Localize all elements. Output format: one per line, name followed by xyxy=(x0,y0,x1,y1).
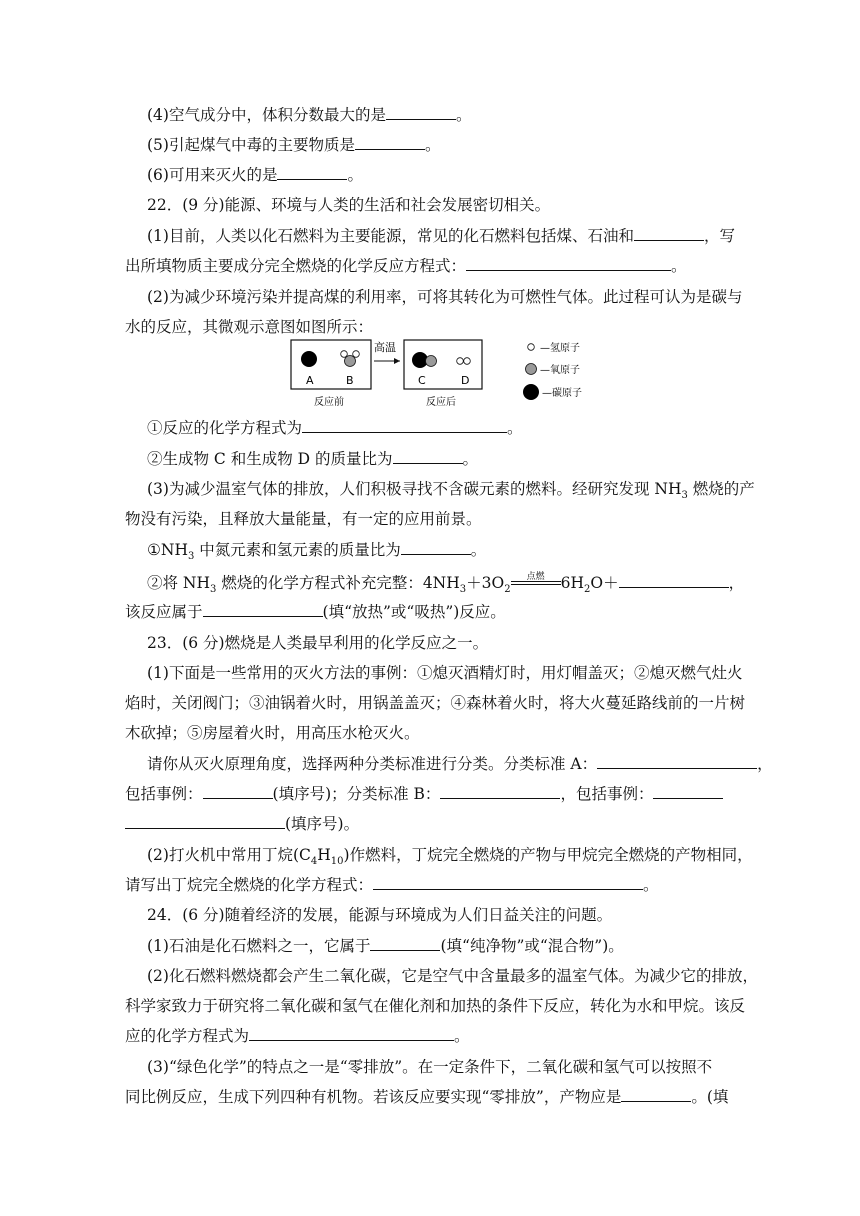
hydrogen-atom-icon xyxy=(464,358,471,365)
q23-part2-line1: (2)打火机中常用丁烷$(C_4H_{10})$作燃料，丁烷完全燃烧的产物与甲烷完全燃烧的产物相同， xyxy=(147,846,753,868)
q22-part2-sub1: ①反应的化学方程式为 。 xyxy=(147,419,523,437)
q23-part2-line2: 请写出丁烷完全燃烧的化学方程式： 。 xyxy=(125,876,659,894)
q22-part3-sub2-line2: 该反应属于 (填“放热”或“吸热”)反应。 xyxy=(125,603,506,621)
q21-item-4: (4)空气成分中，体积分数最大的是 。 xyxy=(147,106,472,124)
q24-part2-line2: 科学家致力于研究将二氧化碳和氢气在催化剂和加热的条件下反应，转化为水和甲烷。该反 xyxy=(125,997,746,1015)
q24-part3-line1: (3)“绿色化学”的特点之一是“零排放”。在一定条件下，二氧化碳和氢气可以按照不 xyxy=(147,1058,713,1076)
legend-carbon-icon xyxy=(523,384,539,400)
answer-blank[interactable] xyxy=(440,784,560,799)
q21-item-6: (6)可用来灭火的是 。 xyxy=(147,166,363,184)
before-label: 反应前 xyxy=(314,397,344,408)
after-label: 反应后 xyxy=(426,397,456,408)
q23-part1-line6: (填序号)。 xyxy=(125,814,359,834)
answer-blank[interactable] xyxy=(466,256,671,271)
answer-blank[interactable] xyxy=(125,814,285,829)
label-a: A xyxy=(306,374,314,387)
q22-part2-line1: (2)为减少环境污染并提高煤的利用率，可将其转化为可燃性气体。此过程可认为是碳与 xyxy=(147,288,743,306)
q22-part2-line2: 水的反应，其微观示意图如图所示： xyxy=(125,318,374,336)
answer-blank[interactable] xyxy=(597,754,757,769)
answer-blank[interactable] xyxy=(393,449,463,464)
hydrogen-atom-icon xyxy=(353,351,360,358)
oxygen-atom-icon xyxy=(345,356,356,367)
q22-part1-line2: 出所填物质主要成分完全燃烧的化学反应方程式： 。 xyxy=(125,257,687,275)
answer-blank[interactable] xyxy=(401,540,471,555)
q24-part3-line2: 同比例反应，生成下列四种有机物。若该反应要实现“零排放”，产物应是 。(填 xyxy=(125,1088,729,1106)
arrow-label: 高温 xyxy=(374,341,396,354)
hydrogen-atom-icon xyxy=(341,351,348,358)
q24-part1: (1)石油是化石燃料之一，它属于 (填“纯净物”或“混合物”)。 xyxy=(147,937,624,955)
label-d: D xyxy=(461,374,470,387)
answer-blank[interactable] xyxy=(386,105,456,120)
answer-blank[interactable] xyxy=(634,226,704,241)
before-box xyxy=(291,340,371,389)
q22-part3-line2: 物没有污染，且释放大量能量，有一定的应用前景。 xyxy=(125,510,482,528)
q22-part3-line1: (3)为减少温室气体的排放，人们积极寻找不含碳元素的燃料。经研究发现 $NH_3$ 燃烧的产 xyxy=(147,480,755,502)
q22-part1-line1: (1)目前，人类以化石燃料为主要能源，常见的化石燃料包括煤、石油和 ，写 xyxy=(147,227,735,245)
legend-carbon: —碳原子 xyxy=(542,388,582,399)
answer-blank[interactable] xyxy=(619,573,729,588)
carbon-atom-icon xyxy=(301,351,317,367)
hydrogen-atom-icon xyxy=(457,358,464,365)
legend-hydrogen: —氢原子 xyxy=(540,343,580,354)
answer-blank[interactable] xyxy=(653,784,723,799)
q22-part3-sub2: ②将 $NH_3$ 燃烧的化学方程式补充完整：$4NH_3+3O_2$ 点燃 $6H_2O+$ ， xyxy=(147,572,745,596)
legend-hydrogen-icon xyxy=(528,344,535,351)
q23-part1-line2: 焰时，关闭阀门；③油锅着火时，用锅盖盖灭；④森林着火时，将大火蔓延路线前的一片树 xyxy=(125,694,746,712)
arrow-head-icon xyxy=(394,358,400,364)
answer-blank[interactable] xyxy=(302,418,507,433)
answer-blank[interactable] xyxy=(621,1087,691,1102)
reaction-condition: 点燃 xyxy=(511,584,561,588)
q24-heading: 24．(6 分)随着经济的发展，能源与环境成为人们日益关注的问题。 xyxy=(147,906,613,924)
answer-blank[interactable] xyxy=(277,165,347,180)
q24-part2-line1: (2)化石燃料燃烧都会产生二氧化碳，它是空气中含量最多的温室气体。为减少它的排放， xyxy=(147,967,758,985)
label-b: B xyxy=(346,374,354,387)
answer-blank[interactable] xyxy=(203,784,273,799)
answer-blank[interactable] xyxy=(370,936,440,951)
q23-part1-line3: 木砍掉；⑤房屋着火时，用高压水枪灭火。 xyxy=(125,724,420,742)
reaction-diagram xyxy=(288,337,608,411)
answer-blank[interactable] xyxy=(355,135,425,150)
q21-item-5: (5)引起煤气中毒的主要物质是 。 xyxy=(147,136,441,154)
oxygen-atom-icon xyxy=(426,356,437,367)
q23-heading: 23．(6 分)燃烧是人类最早利用的化学反应之一。 xyxy=(147,634,489,652)
legend-oxygen-icon xyxy=(526,364,537,375)
q23-part1-line1: (1)下面是一些常用的灭火方法的事例：①熄灭酒精灯时，用灯帽盖灭；②熄灭燃气灶火 xyxy=(147,664,743,682)
q23-part1-line5: 包括事例： (填序号)；分类标准 B： ，包括事例： xyxy=(125,784,723,804)
q22-part3-sub1: $①NH_3$ 中氮元素和氢元素的质量比为 。 xyxy=(147,541,487,563)
q22-part2-sub2: ②生成物 C 和生成物 D 的质量比为 。 xyxy=(147,450,479,468)
answer-blank[interactable] xyxy=(203,602,323,617)
q23-part1-line4: 请你从灭火原理角度，选择两种分类标准进行分类。分类标准 A： ， xyxy=(147,755,773,773)
label-c: C xyxy=(418,374,426,387)
legend-oxygen: —氧原子 xyxy=(540,365,580,376)
q22-heading: 22．(9 分)能源、环境与人类的生活和社会发展密切相关。 xyxy=(147,196,551,214)
q24-part2-line3: 应的化学方程式为 。 xyxy=(125,1027,470,1045)
answer-blank[interactable] xyxy=(249,1026,454,1041)
answer-blank[interactable] xyxy=(373,875,643,890)
